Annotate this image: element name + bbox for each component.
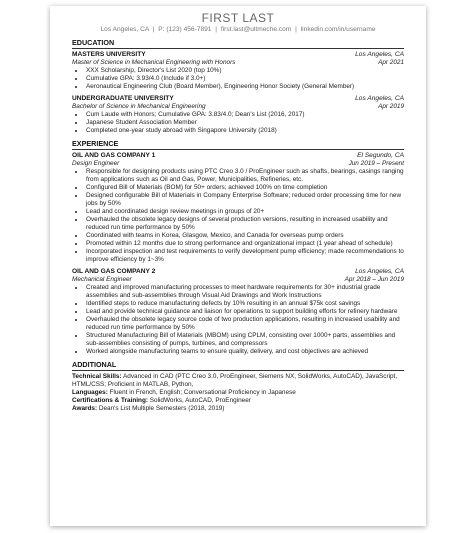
- additional-key: Awards:: [72, 405, 98, 412]
- bullet-item: • Completed one-year study abroad with Singapore University (2018): [85, 127, 404, 135]
- bullet-item: • Cum Laude with Honors; Cumulative GPA: 3.83/4.0; Dean's List (2016, 2017): [85, 111, 404, 119]
- additional-key: Languages:: [72, 389, 108, 396]
- company-location: Los Angeles, CA: [355, 268, 404, 275]
- contact-email[interactable]: first.last@ultmeche.com: [220, 26, 292, 33]
- entry-header-row: [72, 95, 404, 103]
- bullet-item: • Lead and coordinated design review meetings in groups of 20+: [85, 208, 404, 216]
- additional-heading: ADDITIONAL: [72, 360, 404, 371]
- bullet-list: [72, 284, 404, 356]
- additional-value: SolidWorks, AutoCAD, ProEngineer: [148, 397, 251, 404]
- contact-separator: |: [215, 26, 218, 33]
- experience-entry: [72, 268, 404, 356]
- bullet-item: • Worked alongside manufacturing teams to ensure quality, delivery, and cost objectives are achieved: [85, 348, 404, 356]
- bullet-item: • Incorporated inspection and test requirements to verify development pump efficiency; made recommendations to improve efficiency by 1~3%: [85, 248, 404, 264]
- additional-section: [72, 373, 404, 413]
- contact-separator: |: [152, 26, 155, 33]
- company-name: OIL AND GAS COMPANY 1: [72, 152, 156, 159]
- additional-line: [72, 389, 404, 397]
- additional-value: Advanced in CAD (PTC Creo 3.0, ProEngineer, Siemens NX, SolidWorks, AutoCAD), JavaScript, HTML/CSS; Proficient in MATLAB, Python,: [72, 373, 398, 388]
- degree: Bachelor of Science in Mechanical Engineering: [72, 103, 206, 110]
- graduation-date: Apr 2021: [378, 59, 404, 66]
- contact-separator: |: [295, 26, 297, 33]
- bullet-item: • Structured Manufacturing Bill of Materials (MBOM) using CPLM, consisting over 1000+ parts, assemblies and sub-assemblies consisting of pumps, turbines, and compressors: [85, 332, 404, 348]
- bullet-item: • Overhauled the obsolete legacy source code of two production applications, resulting in increased usability and reduced run time performance by 50%: [85, 316, 404, 332]
- company-location: El Segundo, CA: [357, 152, 404, 159]
- bullet-list: [72, 111, 404, 135]
- bullet-item: • Created and improved manufacturing processes to meet hardware requirements for 30+ industrial grade assemblies and sub-assemblies through Visual Aid Drawings and Work Instructions: [85, 284, 404, 300]
- additional-line: [72, 373, 404, 389]
- bullet-item: • Responsible for designing products using PTC Creo 3.0 / ProEngineer such as shafts, bearings, casings ranging from applications such as Oil and Gas, Power, Municipalities, Refineries, etc.: [85, 168, 404, 184]
- institution-name: MASTERS UNIVERSITY: [72, 51, 146, 58]
- employment-dates: Apr 2018 – Jun 2019: [344, 276, 404, 283]
- company-name: OIL AND GAS COMPANY 2: [72, 268, 156, 275]
- graduation-date: Apr 2019: [378, 103, 404, 110]
- education-entry: [72, 95, 404, 135]
- education-entry: [72, 51, 404, 91]
- bullet-item: • Aeronautical Engineering Club (Board Member), Engineering Honor Society (General Member): [85, 83, 404, 91]
- degree: Master of Science in Mechanical Engineering with Honors: [72, 59, 236, 66]
- bullet-item: • Cumulative GPA: 3.93/4.0 (Include if 3.0+): [85, 75, 404, 83]
- job-title: Design Engineer: [72, 160, 120, 167]
- bullet-item: • Identified steps to reduce manufacturing defects by 10% resulting in an annual $75k cost savings: [85, 300, 404, 308]
- entry-subheader-row: [72, 103, 404, 111]
- employment-dates: Jun 2019 – Present: [348, 160, 404, 167]
- bullet-item: • XXX Scholarship, Director's List 2020 (top 10%): [85, 67, 404, 75]
- resume-name: FIRST LAST: [201, 11, 275, 25]
- bullet-item: • Overhauled the obsolete legacy designs of several production versions, resulting in increased usability and reduced run time performance by 50%: [85, 216, 404, 232]
- bullet-list: [72, 67, 404, 91]
- entry-subheader-row: [72, 276, 404, 284]
- contact-line: [72, 25, 404, 34]
- contact-linkedin[interactable]: linkedin.com/in/username: [300, 26, 376, 33]
- experience-heading: EXPERIENCE: [72, 139, 404, 150]
- institution-location: Los Angeles, CA: [355, 51, 404, 58]
- entry-header-row: [72, 152, 404, 160]
- bullet-item: • Coordinated with teams in Korea, Glasgow, Mexico, and Canada for overseas pump orders: [85, 232, 404, 240]
- contact-phone: P: (123) 456-7891: [158, 26, 212, 33]
- education-heading: EDUCATION: [72, 38, 404, 49]
- bullet-item: • Configured Bill of Materials (BOM) for 50+ orders; achieved 100% on time completion: [85, 184, 404, 192]
- entry-header-row: [72, 268, 404, 276]
- bullet-item: • Lead and provide technical guidance and liaison for operations to support building efforts for refinery hardware: [85, 308, 404, 316]
- institution-name: UNDERGRADUATE UNIVERSITY: [72, 95, 174, 102]
- additional-key: Technical Skills:: [72, 373, 122, 380]
- entry-header-row: [72, 51, 404, 59]
- bullet-item: • Designed configurable Bill of Materials in Company Enterprise Software; reduced order processing time for new jobs by 50%: [85, 192, 404, 208]
- contact-location: Los Angeles, CA: [100, 26, 149, 33]
- bullet-list: [72, 168, 404, 264]
- additional-value: Dean's List Multiple Semesters (2018, 2019): [97, 405, 225, 412]
- job-title: Mechanical Engineer: [72, 276, 132, 283]
- resume-page: [50, 6, 426, 526]
- experience-entry: [72, 152, 404, 264]
- additional-line: [72, 405, 404, 413]
- entry-subheader-row: [72, 59, 404, 67]
- entry-subheader-row: [72, 160, 404, 168]
- additional-value: Fluent in French, English; Conversational Proficiency in Japanese: [107, 389, 296, 396]
- bullet-item: • Japanese Student Association Member: [85, 119, 404, 127]
- bullet-item: • Promoted within 12 months due to strong performance and organizational impact (1 year ahead of schedule): [85, 240, 404, 248]
- institution-location: Los Angeles, CA: [355, 95, 404, 102]
- additional-key: Certifications & Training:: [72, 397, 148, 404]
- additional-line: [72, 397, 404, 405]
